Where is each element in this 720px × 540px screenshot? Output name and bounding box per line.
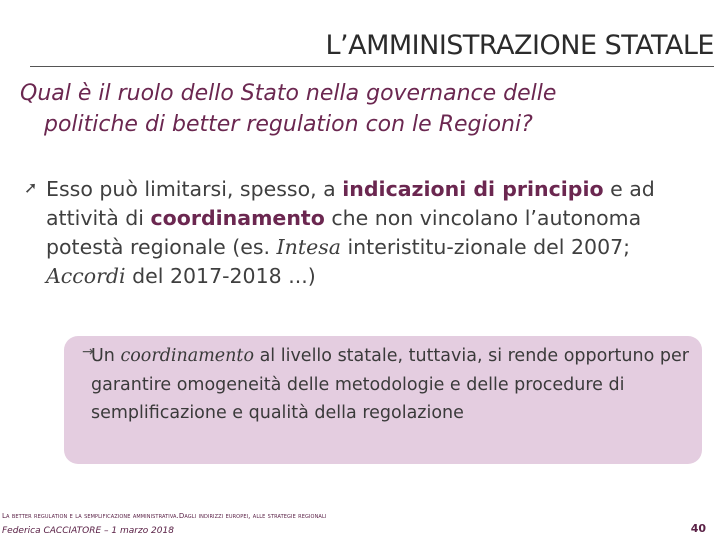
bullet-text-part: interistitu-zionale del 2007; — [340, 235, 631, 259]
main-bullet — [24, 175, 704, 291]
arrow-up-right-icon: ➚ — [24, 178, 38, 197]
question-line-1: Qual è il ruolo dello Stato nella governance delle — [20, 81, 557, 106]
arrow-right-icon: → — [82, 344, 94, 360]
footer-author-date: Federica CACCIATORE – 1 marzo 2018 — [2, 526, 174, 536]
callout-box — [64, 336, 702, 464]
page-number: 40 — [690, 522, 706, 535]
question-line-2: politiche di better regulation con le Regioni? — [44, 112, 533, 137]
question-heading — [20, 78, 710, 140]
callout-text-part: Un — [91, 346, 121, 366]
bullet-italic-intesa: Intesa — [276, 235, 341, 259]
bullet-text-part: che non vincolano l’autonoma potestà regionale (es. — [46, 206, 642, 259]
bullet-text-part: Esso può limitarsi, spesso, a — [46, 177, 343, 201]
callout-italic-coordinamento: coordinamento — [120, 346, 255, 366]
bullet-text — [46, 175, 704, 291]
bullet-bold-principio: indicazioni di principio — [342, 177, 604, 201]
bullet-bold-coordinamento: coordinamento — [150, 206, 325, 230]
callout-text — [91, 342, 691, 428]
bullet-text-part: del 2017-2018 ...) — [125, 264, 316, 288]
bullet-italic-accordi: Accordi — [46, 264, 126, 288]
slide-title: L’AMMINISTRAZIONE STATALE — [325, 30, 714, 61]
title-underline — [30, 66, 714, 67]
callout-text-part: al livello statale, tuttavia, si rende opportuno per garantire omogeneità delle metodologie e delle procedure di semplificazione e qualità della regolazione — [91, 346, 689, 423]
bullet-text-part: e ad attività di — [46, 177, 655, 230]
footer-course-title: La better regulation e la semplificazione amministrativa.Dagli indirizzi europei, alle strategie regionali — [2, 512, 327, 520]
